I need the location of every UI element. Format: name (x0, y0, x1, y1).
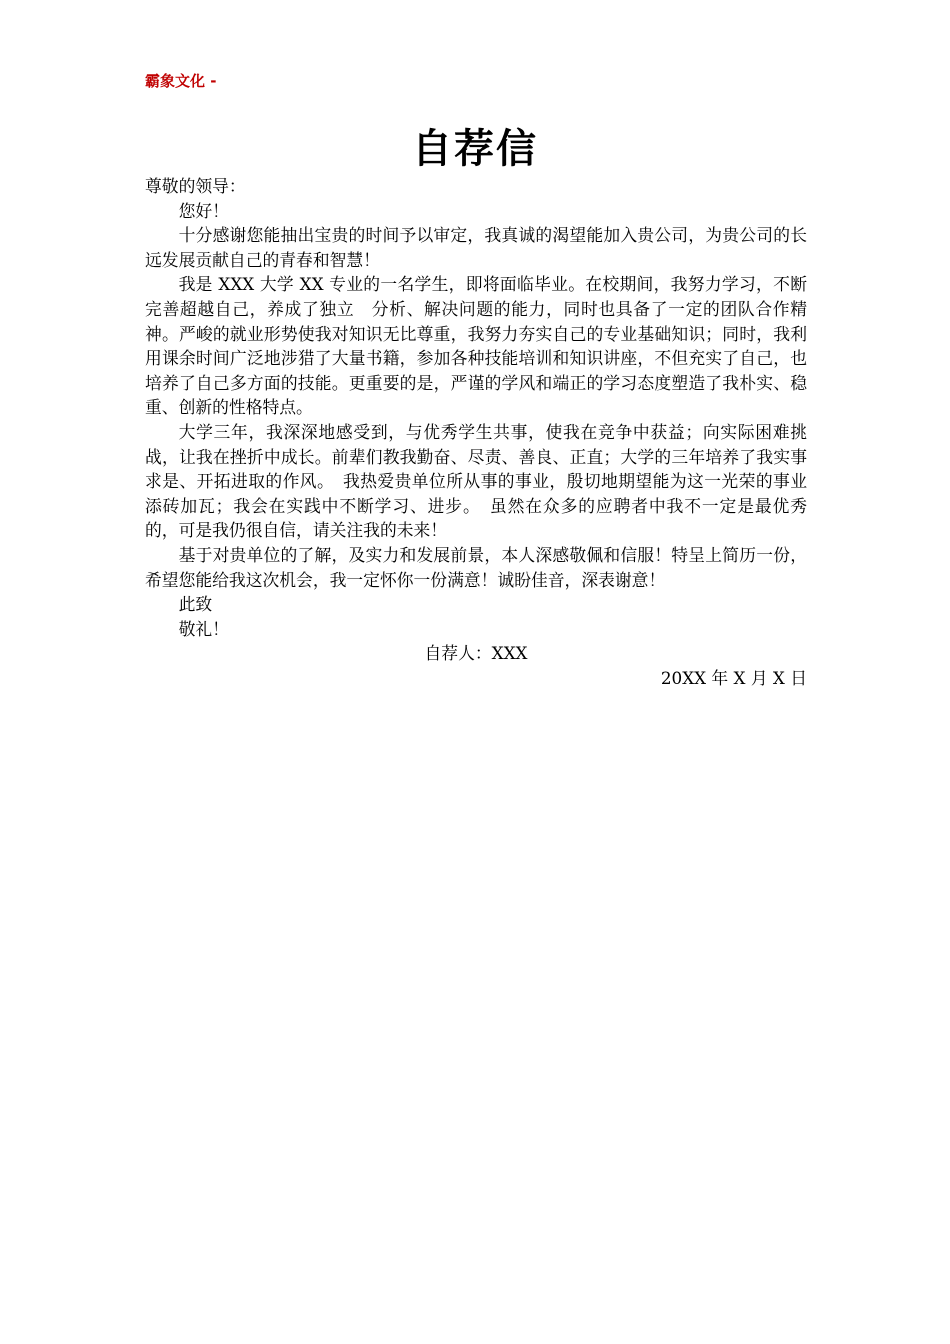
header-brand: 霸象文化 - (145, 72, 217, 90)
letter-body (145, 174, 807, 690)
closing-line-2: 敬礼！ (178, 618, 229, 639)
page-title: 自荐信 (412, 125, 538, 172)
paragraph-experience: 大学三年，我深深地感受到，与优秀学生共事，使我在竞争中获益；向实际困难挑战，让我在挫折中成长。前辈们教我勤奋、尽责、善良、正直；大学的三年培养了我实事求是、开拓进取的作风。 我热爱贵单位所从事的事业，殷切地期望能为这一光荣的事业添砖加瓦；我会在实践中不断学习、进步。 虽然在众多的应聘者中我不一定是最优秀的，可是我仍很自信，请关注我的未来！ (145, 421, 807, 541)
closing-line-1: 此致 (178, 594, 213, 615)
paragraph-request: 基于对贵单位的了解，及实力和发展前景，本人深感敬佩和信服！特呈上简历一份，希望您能给我这次机会，我一定怀你一份满意！诚盼佳音，深表谢意！ (145, 544, 807, 590)
date-line: 20XX 年 X 月 X 日 (660, 667, 807, 688)
signer: 自荐人：XXX (424, 643, 528, 664)
greeting: 您好！ (178, 200, 229, 221)
salutation: 尊敬的领导： (145, 176, 246, 196)
paragraph-thanks: 十分感谢您能抽出宝贵的时间予以审定，我真诚的渴望能加入贵公司，为贵公司的长远发展贡献自己的青春和智慧！ (145, 225, 807, 270)
paragraph-background: 我是 XXX 大学 XX 专业的一名学生，即将面临毕业。在校期间，我努力学习，不断完善超越自己，养成了独立 分析、解决问题的能力，同时也具备了一定的团队合作精神。严峻的就业形势使我对知识无比尊重，我努力夯实自己的专业基础知识；同时，我利用课余时间广泛地涉猎了大量书籍，参加各种技能培训和知识讲座，不但充实了自己，也培养了自己多方面的技能。更重要的是，严谨的学风和端正的学习态度塑造了我朴实、稳重、创新的性格特点。 (145, 274, 807, 418)
